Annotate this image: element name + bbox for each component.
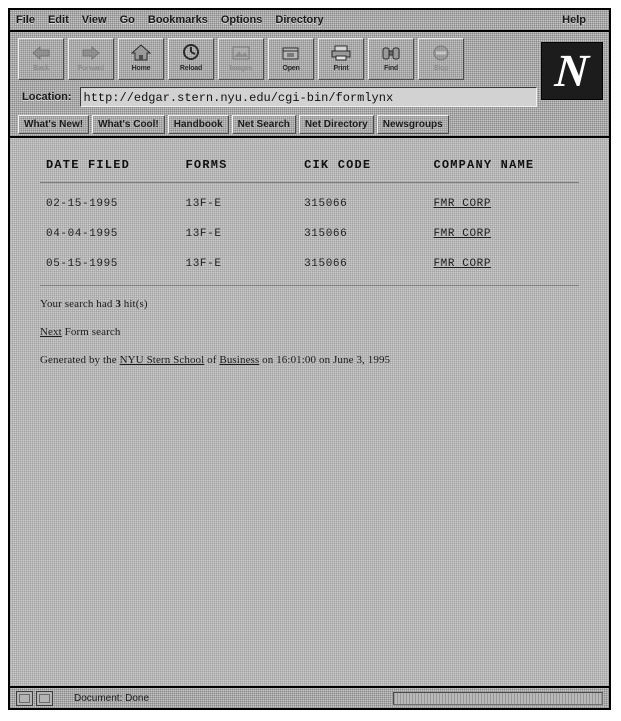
- netscape-logo-letter: N: [553, 45, 591, 96]
- reload-button-label: Reload: [179, 64, 203, 72]
- hit-count-suffix: hit(s): [120, 298, 148, 310]
- open-button-label: Open: [282, 64, 300, 72]
- browser-window: [8, 8, 611, 710]
- cell-date-filed: 05-15-1995: [46, 258, 119, 270]
- images-button[interactable]: [218, 38, 264, 80]
- net-directory-button[interactable]: Net Directory: [299, 115, 374, 134]
- printer-icon: [329, 42, 353, 64]
- open-folder-icon: [279, 42, 303, 64]
- reload-icon: [179, 42, 203, 64]
- home-button-label: Home: [131, 64, 151, 72]
- table-header-row: [40, 156, 579, 182]
- cell-form: 13F-E: [185, 258, 222, 270]
- menu-item-view[interactable]: View: [81, 14, 107, 26]
- menu-bar: [10, 10, 609, 32]
- net-search-button[interactable]: Net Search: [232, 115, 296, 134]
- cell-form: 13F-E: [185, 228, 222, 240]
- stop-sign-icon: [429, 42, 453, 64]
- menu-item-options[interactable]: Options: [220, 14, 263, 26]
- hit-count-prefix: Your search had: [40, 298, 116, 310]
- find-button[interactable]: [368, 38, 414, 80]
- generated-suffix: on 16:01:00 on June 3, 1995: [259, 354, 391, 366]
- images-icon: [229, 42, 253, 64]
- menu-item-edit[interactable]: Edit: [47, 14, 69, 26]
- handbook-button[interactable]: Handbook: [168, 115, 229, 134]
- column-header-cik-code: CIK CODE: [304, 158, 372, 172]
- back-button[interactable]: [18, 38, 64, 80]
- find-button-label: Find: [384, 64, 398, 72]
- status-text: Document: Done: [74, 692, 150, 704]
- menu-item-directory[interactable]: Directory: [275, 14, 324, 26]
- print-button-label: Print: [333, 64, 349, 72]
- generated-by-line: [40, 354, 579, 366]
- table-row: [40, 249, 579, 279]
- cell-form: 13F-E: [185, 198, 222, 210]
- table-top-divider: [40, 182, 579, 183]
- images-button-label: Images: [229, 64, 253, 72]
- generated-mid: of: [204, 354, 220, 366]
- status-bar: [10, 686, 609, 708]
- newsgroups-button[interactable]: Newsgroups: [377, 115, 449, 134]
- hit-count-value: 3: [115, 298, 121, 310]
- cell-date-filed: 04-04-1995: [46, 228, 119, 240]
- open-button[interactable]: [268, 38, 314, 80]
- column-header-forms: FORMS: [185, 158, 228, 172]
- table-bottom-divider: [40, 285, 579, 286]
- menu-item-go[interactable]: Go: [119, 14, 135, 26]
- cell-cik-code: 315066: [304, 228, 348, 240]
- search-results-body: [40, 189, 579, 279]
- home-button[interactable]: [118, 38, 164, 80]
- back-arrow-icon: [29, 42, 53, 64]
- whats-cool-button[interactable]: What's Cool!: [92, 115, 165, 134]
- print-button[interactable]: [318, 38, 364, 80]
- hit-count-text: [40, 298, 579, 310]
- table-row: [40, 219, 579, 249]
- search-results-table: [40, 156, 579, 182]
- location-label: Location:: [22, 91, 72, 103]
- column-header-date-filed: DATE FILED: [46, 158, 131, 172]
- reload-button[interactable]: [168, 38, 214, 80]
- forward-arrow-icon: [79, 42, 103, 64]
- back-button-label: Back: [33, 64, 49, 72]
- netscape-logo[interactable]: [541, 42, 603, 100]
- menu-item-help[interactable]: Help: [562, 14, 586, 26]
- location-input[interactable]: http://edgar.stern.nyu.edu/cgi-bin/formlynx: [80, 87, 538, 107]
- progress-bar: [393, 692, 603, 705]
- next-search-line: [40, 326, 579, 338]
- nyu-stern-school-link[interactable]: NYU Stern School: [119, 354, 205, 366]
- mail-icon[interactable]: [36, 691, 53, 706]
- security-key-icon: [16, 691, 33, 706]
- company-name-link[interactable]: FMR CORP: [433, 258, 492, 270]
- binoculars-icon: [379, 42, 403, 64]
- generated-prefix: Generated by the: [40, 354, 120, 366]
- toolbar: [10, 32, 609, 96]
- cell-cik-code: 315066: [304, 198, 348, 210]
- table-row: [40, 189, 579, 219]
- business-link[interactable]: Business: [219, 354, 260, 366]
- forward-button-label: Forward: [77, 64, 105, 72]
- cell-date-filed: 02-15-1995: [46, 198, 119, 210]
- stop-button-label: Stop: [433, 64, 449, 72]
- stop-button[interactable]: [418, 38, 464, 80]
- menu-item-file[interactable]: File: [16, 14, 35, 26]
- company-name-link[interactable]: FMR CORP: [433, 228, 492, 240]
- whats-new-button[interactable]: What's New!: [18, 115, 89, 134]
- forward-button[interactable]: [68, 38, 114, 80]
- menu-item-bookmarks[interactable]: Bookmarks: [147, 14, 208, 26]
- column-header-company-name: COMPANY NAME: [433, 158, 535, 172]
- next-form-search-link[interactable]: Next: [40, 326, 62, 338]
- next-search-rest: Form search: [61, 326, 121, 338]
- location-bar: [10, 82, 609, 112]
- company-name-link[interactable]: FMR CORP: [433, 198, 492, 210]
- directory-button-bar: [10, 112, 609, 138]
- page-content: [10, 138, 609, 686]
- cell-cik-code: 315066: [304, 258, 348, 270]
- home-icon: [129, 42, 153, 64]
